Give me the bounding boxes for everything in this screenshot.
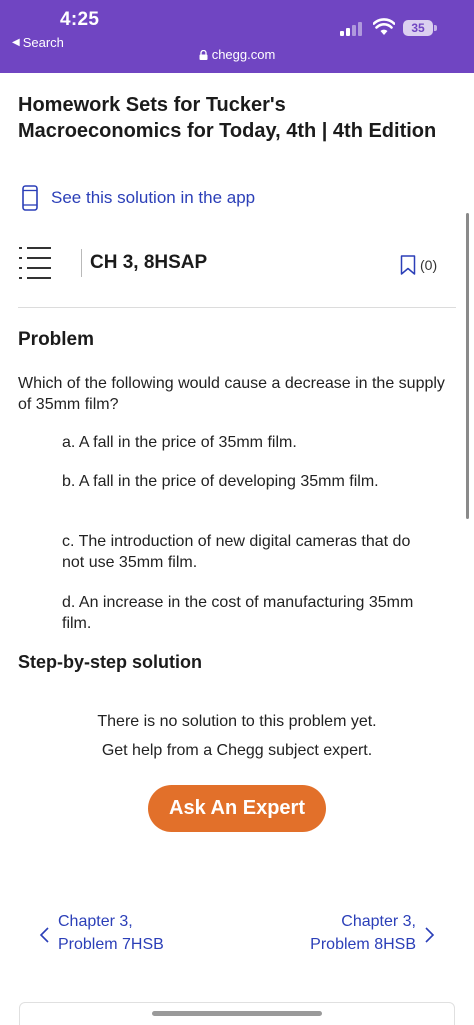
previous-problem-label xyxy=(58,910,164,956)
open-in-app-link[interactable] xyxy=(22,185,255,211)
no-solution-text: There is no solution to this problem yet. xyxy=(97,713,377,730)
chapter-divider xyxy=(81,249,82,277)
previous-problem-link[interactable] xyxy=(38,910,164,956)
step-by-step-heading: Step-by-step solution xyxy=(18,652,202,672)
chapter-title: CH 3, 8HSAP xyxy=(90,252,208,273)
option-d: d. An increase in the cost of manufacturing 35mm film. xyxy=(62,594,414,632)
lock-icon xyxy=(199,50,208,60)
question-text: Which of the following would cause a decrease in the supply of 35mm film? xyxy=(18,375,445,413)
chevron-right-icon xyxy=(424,926,436,944)
next-problem-label xyxy=(310,910,416,956)
expert-help-text: Get help from a Chegg subject expert. xyxy=(101,742,373,759)
phone-icon xyxy=(22,185,38,211)
previous-chapter-label: Chapter 3, xyxy=(58,913,133,930)
battery-icon: 35 xyxy=(403,20,433,36)
chapter-row xyxy=(18,243,458,283)
url-text: chegg.com xyxy=(211,47,276,62)
previous-problem-number: Problem 7HSB xyxy=(58,936,164,953)
next-chapter-label: Chapter 3, xyxy=(341,913,416,930)
problem-heading: Problem xyxy=(18,329,95,350)
top-bar xyxy=(0,0,474,73)
back-label: Search xyxy=(22,35,64,50)
option-b: b. A fall in the price of developing 35mm film. xyxy=(62,473,379,490)
list-icon[interactable] xyxy=(18,245,52,281)
battery-nub xyxy=(434,25,437,31)
chevron-left-icon xyxy=(38,926,50,944)
address-bar[interactable] xyxy=(0,47,474,62)
app-link-label: See this solution in the app xyxy=(51,188,256,207)
bookmark-icon[interactable] xyxy=(400,255,416,275)
cellular-signal-icon xyxy=(340,21,364,36)
option-a: a. A fall in the price of 35mm film. xyxy=(62,434,297,451)
back-triangle-icon: ◀ xyxy=(12,37,20,48)
page-title: Homework Sets for Tucker's Macroeconomics for Today, 4th | 4th Edition xyxy=(18,94,437,142)
option-c: c. The introduction of new digital cameras that do not use 35mm film. xyxy=(62,533,411,571)
ask-an-expert-button[interactable]: Ask An Expert xyxy=(148,785,326,832)
home-indicator[interactable] xyxy=(152,1011,322,1016)
next-problem-link[interactable] xyxy=(310,910,436,956)
divider xyxy=(18,307,456,308)
status-time: 4:25 xyxy=(60,9,100,30)
scrollbar-thumb[interactable] xyxy=(466,213,469,519)
wifi-icon xyxy=(373,18,395,36)
next-problem-number: Problem 8HSB xyxy=(310,936,416,953)
bookmark-count: (0) xyxy=(420,257,438,273)
